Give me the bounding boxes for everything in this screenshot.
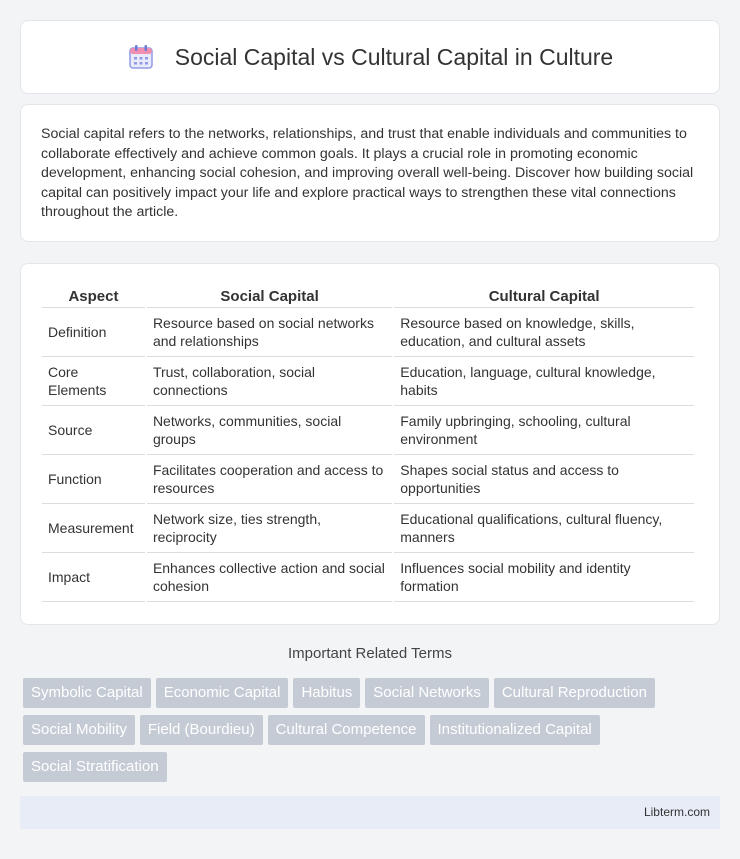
tag-economic-capital[interactable]: Economic Capital — [156, 678, 289, 708]
row-social: Enhances collective action and social cohesion — [147, 553, 392, 602]
table-row — [42, 406, 694, 455]
title-wrap — [127, 43, 613, 71]
row-cultural: Resource based on knowledge, skills, education, and cultural assets — [394, 308, 694, 357]
tag-social-stratification[interactable]: Social Stratification — [23, 752, 167, 782]
header-social-capital: Social Capital — [147, 284, 392, 308]
intro-text: Social capital refers to the networks, relationships, and trust that enable individuals and communities to collaborate effectively and achieve common goals. It plays a crucial role in promoting economic development, enhancing social cohesion, and improving overall well-being. Discover how building social capital can positively impact your life and explore practical ways to strengthen these vital connections throughout the article. — [41, 126, 694, 221]
row-aspect: Source — [42, 406, 145, 455]
header-cultural-capital: Cultural Capital — [394, 284, 694, 308]
table-row — [42, 455, 694, 504]
row-aspect: Function — [42, 455, 145, 504]
related-terms-title: Important Related Terms — [288, 645, 452, 662]
tag-field-bourdieu[interactable]: Field (Bourdieu) — [140, 715, 263, 745]
intro-card — [20, 104, 720, 242]
table-row — [42, 308, 694, 357]
header-aspect: Aspect — [42, 284, 145, 308]
footer-site[interactable]: Libterm.com — [643, 805, 710, 819]
page-title: Social Capital vs Cultural Capital in Culture — [174, 43, 614, 70]
table-row — [42, 553, 694, 602]
row-cultural: Influences social mobility and identity formation — [394, 553, 694, 602]
tag-social-mobility[interactable]: Social Mobility — [23, 715, 135, 745]
row-social: Trust, collaboration, social connections — [147, 357, 392, 406]
comparison-table — [40, 284, 696, 602]
related-terms-tags — [23, 678, 723, 789]
row-social: Networks, communities, social groups — [147, 406, 392, 455]
row-aspect: Definition — [42, 308, 145, 357]
comparison-table-card — [20, 263, 720, 625]
calendar-icon — [127, 43, 155, 71]
row-cultural: Educational qualifications, cultural fluency, manners — [394, 504, 694, 553]
row-social: Network size, ties strength, reciprocity — [147, 504, 392, 553]
row-social: Resource based on social networks and relationships — [147, 308, 392, 357]
row-cultural: Shapes social status and access to opportunities — [394, 455, 694, 504]
table-row — [42, 504, 694, 553]
row-aspect: Core Elements — [42, 357, 145, 406]
header-card — [20, 20, 720, 94]
row-aspect: Measurement — [42, 504, 145, 553]
row-aspect: Impact — [42, 553, 145, 602]
tag-habitus[interactable]: Habitus — [293, 678, 360, 708]
tag-cultural-competence[interactable]: Cultural Competence — [268, 715, 425, 745]
table-header-row — [42, 284, 694, 308]
tag-symbolic-capital[interactable]: Symbolic Capital — [23, 678, 151, 708]
table-row — [42, 357, 694, 406]
row-cultural: Education, language, cultural knowledge, habits — [394, 357, 694, 406]
tag-institutionalized-capital[interactable]: Institutionalized Capital — [430, 715, 600, 745]
footer — [20, 796, 720, 829]
row-social: Facilitates cooperation and access to resources — [147, 455, 392, 504]
row-cultural: Family upbringing, schooling, cultural environment — [394, 406, 694, 455]
tag-social-networks[interactable]: Social Networks — [365, 678, 489, 708]
tag-cultural-reproduction[interactable]: Cultural Reproduction — [494, 678, 655, 708]
